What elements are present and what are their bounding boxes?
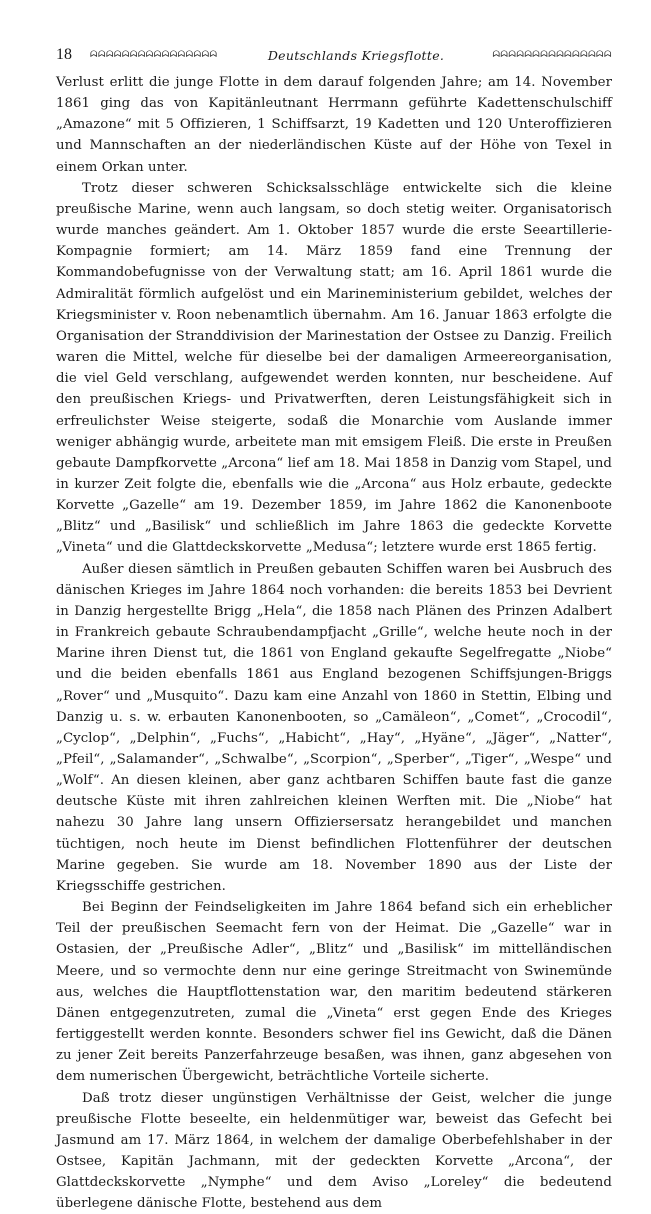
ornament-band-left: ᗣᗣᗣᗣᗣᗣᗣᗣᗣᗣᗣᗣᗣᗣᗣᗣ (90, 50, 246, 60)
paragraph: Daß trotz dieser ungünstigen Verhältnisse der Geist, welcher die junge preußische Flotte beseelte, ein heldenmütiger war, beweist das Gefecht bei Jasmund am 17. März 1864, in welchem der damalige Oberbefehlshaber in der Ostsee, Kapitän Jachmann, mit der gedeckten Korvette „Arcona“, der Glattdeckskorvette „Nymphe“ und dem Aviso „Loreley“ die bedeutend überlegene dänische Flotte, bestehend aus dem (56, 1088, 612, 1214)
paragraph: Außer diesen sämtlich in Preußen gebauten Schiffen waren bei Ausbruch des dänischen Krieges im Jahre 1864 noch vorhanden: die bereits 1853 bei Devrient in Danzig hergestellte Brigg „Hela“, die 1858 nach Plänen des Prinzen Adalbert in Frankreich gebaute Schraubendampfjacht „Grille“, welche heute noch in der Marine ihren Dienst tut, die 1861 von England gekaufte Segelfregatte „Niobe“ und die beiden ebenfalls 1861 aus England bezogenen Schiffsjungen-Briggs „Rover“ und „Musquito“. Dazu kam eine Anzahl von 1860 in Stettin, Elbing und Danzig u. s. w. erbauten Kanonenbooten, so „Camäleon“, „Comet“, „Crocodil“, „Cyclop“, „Delphin“, „Fuchs“, „Habicht“, „Hay“, „Hyäne“, „Jäger“, „Natter“, „Pfeil“, „Salamander“, „Schwalbe“, „Scorpion“, „Sperber“, „Tiger“, „Wespe“ und „Wolf“. An diesen kleinen, aber ganz achtbaren Schiffen baute fast die ganze deutsche Küste mit ihren zahlreichen kleinen Werften mit. Die „Niobe“ hat nahezu 30 Jahre lang unsern Offiziersersatz herangebildet und manchen tüchtigen, noch heute im Dienst befindlichen Flottenführer der deutschen Marine gegeben. Sie wurde am 18. November 1890 aus der Liste der Kriegsschiffe gestrichen. (56, 559, 612, 898)
paragraph: Bei Beginn der Feindseligkeiten im Jahre 1864 befand sich ein erheblicher Teil der preußischen Seemacht fern von der Heimat. Die „Gazelle“ war in Ostasien, der „Preußische Adler“, „Blitz“ und „Basilisk“ im mittelländischen Meere, und so vermochte denn nur eine geringe Streitmacht von Swinemünde aus, welches die Hauptflottenstation war, den maritim bedeutend stärkeren Dänen entgegenzutreten, zumal die „Vineta“ erst gegen Ende des Krieges fertiggestellt werden konnte. Besonders schwer fiel ins Gewicht, daß die Dänen zu jener Zeit bereits Panzerfahrzeuge besaßen, was ihnen, ganz abgesehen von dem numerischen Übergewicht, beträchtliche Vorteile sicherte. (56, 897, 612, 1087)
running-head (56, 44, 612, 66)
page-number: 18 (56, 46, 90, 64)
body-text (56, 72, 612, 1214)
ornament-band-right: ᗣᗣᗣᗣᗣᗣᗣᗣᗣᗣᗣᗣᗣᗣᗣ (466, 50, 612, 60)
paragraph: Trotz dieser schweren Schicksalsschläge entwickelte sich die kleine preußische Marine, wenn auch langsam, so doch stetig weiter. Organisatorisch wurde manches geändert. Am 1. Oktober 1857 wurde die erste Seeartillerie-Kompagnie formiert; am 14. März 1859 fand eine Trennung der Kommandobefugnisse von der Verwaltung statt; am 16. April 1861 wurde die Admiralität förmlich aufgelöst und ein Marineministerium gebildet, welches der Kriegsminister v. Roon nebenamtlich übernahm. Am 16. Januar 1863 erfolgte die Organisation der Stranddivision der Marinestation der Ostsee zu Danzig. Freilich waren die Mittel, welche für dieselbe bei der damaligen Armeereorganisation, die viel Geld verschlang, aufgewendet werden konnten, nur bescheidene. Auf den preußischen Kriegs- und Privatwerften, deren Leistungsfähigkeit sich in erfreulichster Weise steigerte, sodaß die Monarchie vom Auslande immer weniger abhängig wurde, arbeitete man mit emsigem Fleiß. Die erste in Preußen gebaute Dampfkorvette „Arcona“ lief am 18. Mai 1858 in Danzig vom Stapel, und in kurzer Zeit folgte die, ebenfalls wie die „Arcona“ aus Holz erbaute, gedeckte Korvette „Gazelle“ am 19. Dezember 1859, im Jahre 1862 die Kanonenboote „Blitz“ und „Basilisk“ und schließlich im Jahre 1863 die gedeckte Korvette „Vineta“ und die Glattdeckskorvette „Medusa“; letztere wurde erst 1865 fertig. (56, 178, 612, 559)
running-title: Deutschlands Kriegsflotte. (246, 48, 466, 63)
paragraph: Verlust erlitt die junge Flotte in dem darauf folgenden Jahre; am 14. November 1861 ging das von Kapitänleutnant Herrmann geführte Kadettenschulschiff „Amazone“ mit 5 Offizieren, 1 Schiffsarzt, 19 Kadetten und 120 Unteroffizieren und Mannschaften an der niederländischen Küste auf der Höhe von Texel in einem Orkan unter. (56, 72, 612, 178)
book-page (56, 44, 612, 1214)
